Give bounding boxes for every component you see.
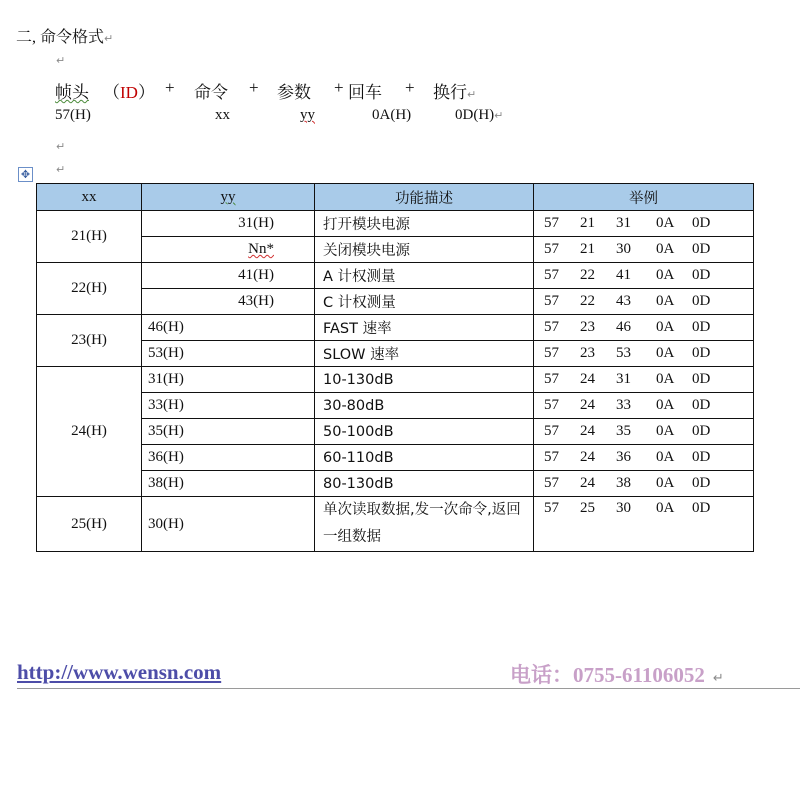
cell-yy: 31(H) <box>142 211 315 237</box>
example-byte: 57 <box>544 241 559 257</box>
example-byte: 22 <box>580 293 595 309</box>
cell-description: 50-100dB <box>315 419 534 445</box>
header-yy: yy <box>142 184 315 211</box>
website-link[interactable]: http://www.wensn.com <box>17 660 222 684</box>
example-byte: 30 <box>616 241 631 257</box>
example-byte: 57 <box>544 423 559 439</box>
section-title <box>16 24 113 47</box>
cell-description: 80-130dB <box>315 471 534 497</box>
example-byte: 21 <box>580 215 595 231</box>
cell-description: 10-130dB <box>315 367 534 393</box>
table-row <box>37 237 754 263</box>
table-row <box>37 497 754 552</box>
example-byte: 0D <box>692 397 711 413</box>
example-byte: 0A <box>656 371 675 387</box>
frame-plus-4: + <box>405 78 415 97</box>
cell-yy: 53(H) <box>142 341 315 367</box>
footer-divider <box>17 688 800 689</box>
example-byte: 0A <box>656 293 675 309</box>
cell-description: 60-110dB <box>315 445 534 471</box>
cell-xx: 21(H) <box>37 211 142 263</box>
example-byte: 57 <box>544 500 559 516</box>
example-byte: 0D <box>692 215 711 231</box>
example-byte: 24 <box>580 449 595 465</box>
example-byte: 0D <box>692 475 711 491</box>
example-byte: 0A <box>656 500 675 516</box>
cell-example <box>534 445 754 471</box>
example-byte: 0A <box>656 241 675 257</box>
frame-header-value: 57(H) <box>55 107 91 123</box>
example-byte: 0A <box>656 215 675 231</box>
example-byte: 24 <box>580 397 595 413</box>
frame-id-label: （ID） <box>103 83 155 102</box>
section-title-text: 二, 命令格式 <box>16 29 105 46</box>
example-byte: 57 <box>544 345 559 361</box>
cell-example <box>534 497 754 552</box>
cell-description: 30-80dB <box>315 393 534 419</box>
paragraph-mark: ↵ <box>56 140 66 153</box>
frame-plus-2: + <box>249 78 259 97</box>
phone-number: 电话：0755-61106052 ↵ <box>510 663 724 687</box>
cell-yy: 31(H) <box>142 367 315 393</box>
example-byte: 24 <box>580 371 595 387</box>
paragraph-mark: ↵ <box>56 163 66 176</box>
example-byte: 0D <box>692 267 711 283</box>
cell-yy: Nn* <box>142 237 315 263</box>
cell-description: 打开模块电源 <box>315 211 534 237</box>
example-byte: 0D <box>692 345 711 361</box>
example-byte: 0D <box>692 449 711 465</box>
frame-header-label: 帧头 <box>55 83 89 102</box>
table-row <box>37 341 754 367</box>
table-row <box>37 211 754 237</box>
frame-command-value: xx <box>215 107 230 123</box>
example-byte: 0D <box>692 371 711 387</box>
example-byte: 0A <box>656 319 675 335</box>
table-header-row <box>37 184 754 211</box>
table-row <box>37 445 754 471</box>
example-byte: 0A <box>656 423 675 439</box>
cell-yy: 41(H) <box>142 263 315 289</box>
example-byte: 57 <box>544 267 559 283</box>
cell-yy: 36(H) <box>142 445 315 471</box>
example-byte: 0D <box>692 241 711 257</box>
header-xx: xx <box>37 184 142 211</box>
example-byte: 23 <box>580 319 595 335</box>
example-byte: 24 <box>580 423 595 439</box>
cell-yy: 35(H) <box>142 419 315 445</box>
cell-xx: 25(H) <box>37 497 142 552</box>
example-byte: 38 <box>616 475 631 491</box>
cell-yy: 30(H) <box>142 497 315 552</box>
example-byte: 0D <box>692 500 711 516</box>
example-byte: 43 <box>616 293 631 309</box>
example-byte: 0D <box>692 423 711 439</box>
header-example: 举例 <box>534 184 754 211</box>
frame-parameter-label: 参数 <box>277 83 311 102</box>
table-row <box>37 393 754 419</box>
frame-parameter-value: yy <box>300 107 315 123</box>
example-byte: 57 <box>544 449 559 465</box>
cell-example <box>534 315 754 341</box>
cell-description: 单次读取数据,发一次命令,返回一组数据 <box>315 497 534 552</box>
cell-example <box>534 471 754 497</box>
table-row <box>37 289 754 315</box>
example-byte: 0A <box>656 475 675 491</box>
cell-description: C 计权测量 <box>315 289 534 315</box>
cell-description: A 计权测量 <box>315 263 534 289</box>
cell-description: SLOW 速率 <box>315 341 534 367</box>
example-byte: 0A <box>656 449 675 465</box>
frame-lf-value: 0D(H)↵ <box>455 107 504 123</box>
example-byte: 31 <box>616 371 631 387</box>
example-byte: 57 <box>544 293 559 309</box>
table-row <box>37 263 754 289</box>
example-byte: 46 <box>616 319 631 335</box>
frame-cr-label: 回车 <box>348 83 382 102</box>
frame-plus-3: + <box>334 78 344 97</box>
example-byte: 24 <box>580 475 595 491</box>
cell-description: FAST 速率 <box>315 315 534 341</box>
example-byte: 30 <box>616 500 631 516</box>
example-byte: 25 <box>580 500 595 516</box>
example-byte: 57 <box>544 475 559 491</box>
example-byte: 33 <box>616 397 631 413</box>
command-table <box>36 183 754 552</box>
cell-example <box>534 367 754 393</box>
example-byte: 22 <box>580 267 595 283</box>
cell-example <box>534 211 754 237</box>
move-handle-icon[interactable]: ✥ <box>18 167 33 182</box>
table-row <box>37 471 754 497</box>
cell-example <box>534 289 754 315</box>
example-byte: 0A <box>656 397 675 413</box>
cell-yy: 38(H) <box>142 471 315 497</box>
example-byte: 0A <box>656 267 675 283</box>
example-byte: 23 <box>580 345 595 361</box>
paragraph-mark: ↵ <box>56 54 66 67</box>
cell-xx: 23(H) <box>37 315 142 367</box>
example-byte: 35 <box>616 423 631 439</box>
example-byte: 57 <box>544 319 559 335</box>
frame-cr-value: 0A(H) <box>372 107 412 123</box>
example-byte: 0A <box>656 345 675 361</box>
table-row <box>37 315 754 341</box>
cell-yy: 46(H) <box>142 315 315 341</box>
cell-example <box>534 419 754 445</box>
cell-yy: 33(H) <box>142 393 315 419</box>
example-byte: 0D <box>692 319 711 335</box>
table-row <box>37 367 754 393</box>
example-byte: 36 <box>616 449 631 465</box>
cell-example <box>534 393 754 419</box>
example-byte: 57 <box>544 215 559 231</box>
frame-plus-1: + <box>165 78 175 97</box>
cell-xx: 24(H) <box>37 367 142 497</box>
cell-yy: 43(H) <box>142 289 315 315</box>
cell-example <box>534 341 754 367</box>
frame-lf-label: 换行↵ <box>433 83 477 102</box>
example-byte: 57 <box>544 371 559 387</box>
cell-xx: 22(H) <box>37 263 142 315</box>
example-byte: 41 <box>616 267 631 283</box>
table-row <box>37 419 754 445</box>
example-byte: 57 <box>544 397 559 413</box>
cell-example <box>534 263 754 289</box>
example-byte: 0D <box>692 293 711 309</box>
example-byte: 31 <box>616 215 631 231</box>
header-description: 功能描述 <box>315 184 534 211</box>
example-byte: 21 <box>580 241 595 257</box>
example-byte: 53 <box>616 345 631 361</box>
paragraph-mark: ↵ <box>104 32 114 45</box>
cell-description: 关闭模块电源 <box>315 237 534 263</box>
frame-command-label: 命令 <box>194 83 228 102</box>
cell-example <box>534 237 754 263</box>
